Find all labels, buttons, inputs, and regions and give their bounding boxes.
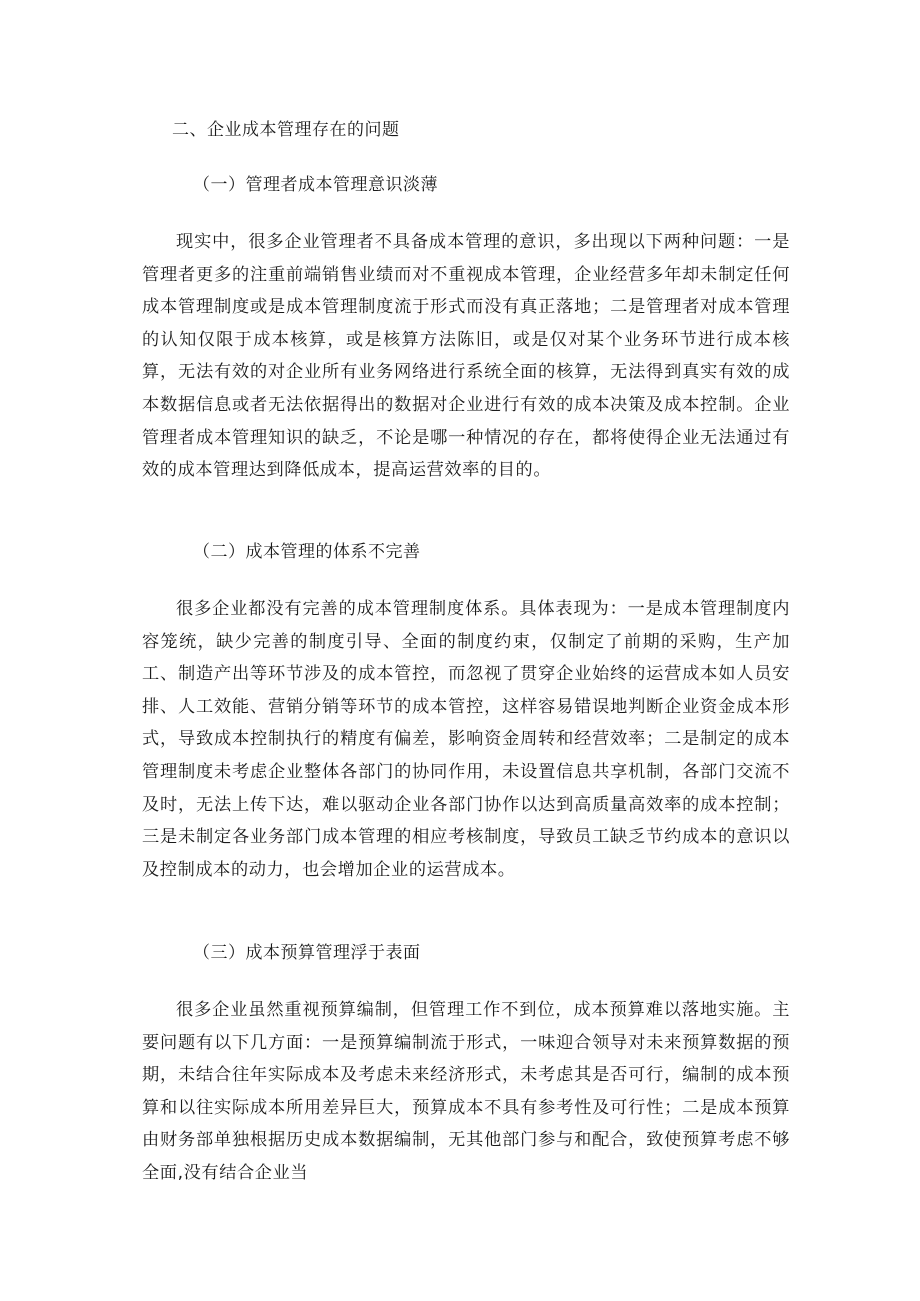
body-paragraph-1: 现实中，很多企业管理者不具备成本管理的意识，多出现以下两种问题：一是管理者更多的注重前端销售业绩而对不重视成本管理，企业经营多年却未制定任何成本管理制度或是成本管理制度流于形式而没有真正落地；二是管理者对成本管理的认知仅限于成本核算，或是核算方法陈旧，或是仅对某个业务环节进行成本核算，无法有效的对企业所有业务网络进行系统全面的核算，无法得到真实有效的成本数据信息或者无法依据得出的数据对企业进行有效的成本决策及成本控制。企业管理者成本管理知识的缺乏，不论是哪一种情况的存在，都将使得企业无法通过有效的成本管理达到降低成本，提高运营效率的目的。 — [142, 232, 790, 481]
section-heading: 二、企业成本管理存在的问题 — [172, 120, 400, 140]
subsection-heading-2: （二）成本管理的体系不完善 — [193, 542, 421, 562]
subsection-heading-3: （三）成本预算管理浮于表面 — [193, 943, 421, 963]
subsection-heading-1: （一）管理者成本管理意识淡薄 — [193, 175, 438, 195]
body-paragraph-3: 很多企业虽然重视预算编制，但管理工作不到位，成本预算难以落地实施。主要问题有以下几方面：一是预算编制流于形式，一味迎合领导对未来预算数据的预期，未结合往年实际成本及考虑未来经济形式，未考虑其是否可行，编制的成本预算和以往实际成本所用差异巨大，预算成本不具有参考性及可行性；二是成本预算由财务部单独根据历史成本数据编制，无其他部门参与和配合，致使预算考虑不够全面,没有结合企业当 — [142, 1000, 790, 1183]
body-paragraph-2: 很多企业都没有完善的成本管理制度体系。具体表现为：一是成本管理制度内容笼统，缺少完善的制度引导、全面的制度约束，仅制定了前期的采购，生产加工、制造产出等环节涉及的成本管控，而忽视了贯穿企业始终的运营成本如人员安排、人工效能、营销分销等环节的成本管控，这样容易错误地判断企业资金成本形式，导致成本控制执行的精度有偏差，影响资金周转和经营效率；二是制定的成本管理制度未考虑企业整体各部门的协同作用，未设置信息共享机制，各部门交流不及时，无法上传下达，难以驱动企业各部门协作以达到高质量高效率的成本控制；三是未制定各业务部门成本管理的相应考核制度，导致员工缺乏节约成本的意识以及控制成本的动力，也会增加企业的运营成本。 — [142, 599, 790, 880]
